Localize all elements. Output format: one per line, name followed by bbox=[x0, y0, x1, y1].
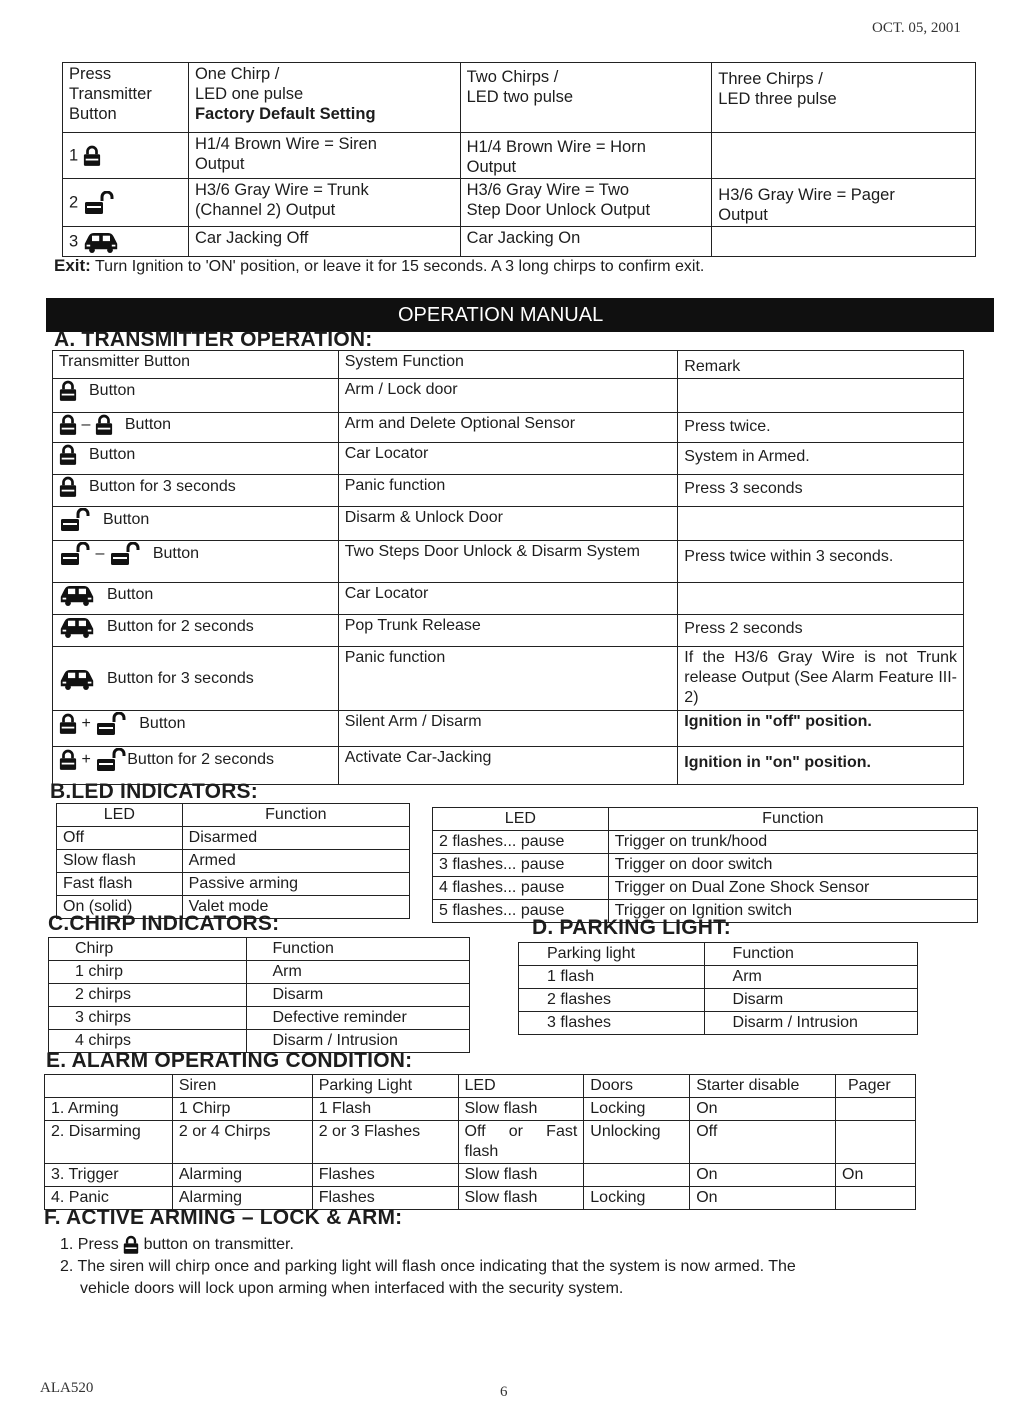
dash-symbol: – bbox=[95, 545, 105, 563]
button-label: Button for 2 seconds bbox=[107, 618, 254, 636]
plus-symbol: + bbox=[81, 751, 91, 769]
factory-default-label: Factory Default Setting bbox=[194, 105, 376, 123]
table-cell: 4 chirps bbox=[49, 1030, 247, 1053]
table-cell: 4 flashes... pause bbox=[433, 877, 609, 900]
operation-manual-banner bbox=[46, 298, 994, 332]
table-cell: Car Locator bbox=[338, 583, 678, 615]
table-header: Function bbox=[704, 943, 917, 966]
table-cell: On bbox=[836, 1164, 916, 1187]
table-header: Chirp bbox=[49, 938, 247, 961]
table-cell: Car Jacking Off bbox=[188, 227, 460, 257]
table-cell: Armed bbox=[182, 850, 409, 873]
table-header: LED bbox=[57, 804, 183, 827]
table-cell: On bbox=[690, 1098, 836, 1121]
table-cell: 3. Trigger bbox=[45, 1164, 173, 1187]
table-header: Transmitter Button bbox=[53, 351, 339, 379]
table-cell bbox=[836, 1121, 916, 1164]
table-row bbox=[49, 1007, 470, 1030]
table-row bbox=[53, 747, 964, 785]
unlock-icon bbox=[109, 542, 141, 566]
table-cell: 3 chirps bbox=[49, 1007, 247, 1030]
table-row bbox=[45, 1121, 916, 1164]
table-row bbox=[57, 873, 410, 896]
table-cell: H3/6 Gray Wire = Pager Output bbox=[712, 179, 976, 227]
table-cell: Passive arming bbox=[182, 873, 409, 896]
button-label: Button for 3 seconds bbox=[89, 478, 236, 496]
table-cell bbox=[712, 133, 976, 179]
car-icon bbox=[59, 584, 95, 606]
chirp-table bbox=[48, 937, 470, 1053]
table-cell: Two Steps Door Unlock & Disarm System bbox=[338, 541, 678, 583]
table-cell: Alarming bbox=[172, 1164, 312, 1187]
table-cell bbox=[53, 541, 339, 583]
arming-step-1 bbox=[60, 1234, 990, 1256]
table-cell bbox=[63, 227, 189, 257]
table-cell bbox=[53, 711, 339, 747]
table-cell: Flashes bbox=[312, 1187, 458, 1210]
table-row bbox=[519, 1012, 918, 1035]
section-b-heading: B.LED INDICATORS: bbox=[50, 780, 258, 803]
table-row bbox=[519, 943, 918, 966]
table-row bbox=[49, 938, 470, 961]
led-table-left bbox=[56, 803, 410, 919]
table-cell: H1/4 Brown Wire = Siren Output bbox=[188, 133, 460, 179]
table-cell: Flashes bbox=[312, 1164, 458, 1187]
table-header: Starter disable bbox=[690, 1075, 836, 1098]
table-cell: Arm bbox=[704, 966, 917, 989]
table-cell bbox=[678, 379, 964, 413]
table-header: Doors bbox=[584, 1075, 690, 1098]
table-cell: 2 chirps bbox=[49, 984, 247, 1007]
alarm-condition-table bbox=[44, 1074, 916, 1210]
row-number: 1 bbox=[69, 145, 79, 164]
table-cell: 2. Disarming bbox=[45, 1121, 173, 1164]
table-cell: Car Locator bbox=[338, 443, 678, 475]
table-cell: Disarm / Intrusion bbox=[246, 1030, 470, 1053]
unlock-icon bbox=[95, 712, 127, 736]
table-cell: Pop Trunk Release bbox=[338, 615, 678, 647]
table-cell: H1/4 Brown Wire = Horn Output bbox=[460, 133, 712, 179]
table-row bbox=[53, 711, 964, 747]
table-cell bbox=[836, 1098, 916, 1121]
cell-text: One Chirp / LED one pulse bbox=[194, 65, 304, 103]
table-cell: On bbox=[690, 1187, 836, 1210]
page-number: 6 bbox=[500, 1384, 508, 1400]
table-cell bbox=[188, 63, 460, 133]
table-cell: 2 or 3 Flashes bbox=[312, 1121, 458, 1164]
step-text: button on transmitter. bbox=[143, 1236, 294, 1253]
table-cell: H3/6 Gray Wire = Two Step Door Unlock Output bbox=[460, 179, 712, 227]
plus-symbol: + bbox=[81, 715, 91, 733]
table-row bbox=[53, 379, 964, 413]
lock-icon bbox=[59, 749, 77, 771]
table-cell: 5 flashes... pause bbox=[433, 900, 609, 923]
table-row bbox=[519, 989, 918, 1012]
table-cell: Ignition in "on" position. bbox=[678, 747, 964, 785]
table-cell: Disarm bbox=[704, 989, 917, 1012]
table-cell: Disarm bbox=[246, 984, 470, 1007]
table-cell: Press twice. bbox=[678, 413, 964, 443]
lock-icon bbox=[59, 444, 77, 466]
table-header: Siren bbox=[172, 1075, 312, 1098]
table-cell: Arm bbox=[246, 961, 470, 984]
lock-icon bbox=[83, 145, 101, 167]
table-cell: Panic function bbox=[338, 475, 678, 507]
table-row bbox=[53, 541, 964, 583]
table-cell bbox=[53, 583, 339, 615]
table-cell: Off bbox=[57, 827, 183, 850]
table-row bbox=[57, 804, 410, 827]
lock-icon bbox=[95, 414, 113, 436]
table-header: Function bbox=[182, 804, 409, 827]
table-cell bbox=[678, 583, 964, 615]
table-cell: 3 flashes... pause bbox=[433, 854, 609, 877]
table-header: System Function bbox=[338, 351, 678, 379]
table-row bbox=[45, 1075, 916, 1098]
table-cell: Slow flash bbox=[458, 1098, 584, 1121]
table-cell: Fast flash bbox=[57, 873, 183, 896]
button-label: Button bbox=[152, 545, 200, 563]
table-cell: If the H3/6 Gray Wire is not Trunk release Output (See Alarm Feature III-2) bbox=[678, 647, 964, 711]
table-header: Remark bbox=[678, 351, 964, 379]
table-cell bbox=[63, 133, 189, 179]
table-cell bbox=[678, 507, 964, 541]
table-cell: 2 flashes bbox=[519, 989, 705, 1012]
table-cell: Unlocking bbox=[584, 1121, 690, 1164]
table-header: LED bbox=[458, 1075, 584, 1098]
table-cell bbox=[53, 647, 339, 711]
table-cell: System in Armed. bbox=[678, 443, 964, 475]
transmitter-table bbox=[52, 350, 964, 785]
table-cell: Car Jacking On bbox=[460, 227, 712, 257]
lock-icon bbox=[59, 414, 77, 436]
table-row bbox=[53, 475, 964, 507]
table-cell: Locking bbox=[584, 1098, 690, 1121]
table-row bbox=[63, 63, 976, 133]
table-cell bbox=[584, 1164, 690, 1187]
table-cell: Disarm & Unlock Door bbox=[338, 507, 678, 541]
unlock-icon bbox=[59, 508, 91, 532]
table-row bbox=[57, 827, 410, 850]
table-cell: Arm and Delete Optional Sensor bbox=[338, 413, 678, 443]
table-cell: Trigger on trunk/hood bbox=[608, 831, 977, 854]
step-text: 1. Press bbox=[60, 1236, 119, 1253]
table-row bbox=[49, 984, 470, 1007]
table-cell bbox=[712, 227, 976, 257]
table-cell: Silent Arm / Disarm bbox=[338, 711, 678, 747]
lock-icon bbox=[59, 713, 77, 735]
button-label: Button bbox=[89, 382, 136, 400]
table-cell bbox=[53, 413, 339, 443]
table-row bbox=[63, 133, 976, 179]
table-cell bbox=[53, 443, 339, 475]
table-cell: Defective reminder bbox=[246, 1007, 470, 1030]
table-cell: Activate Car-Jacking bbox=[338, 747, 678, 785]
table-row bbox=[433, 877, 978, 900]
button-label: Button bbox=[139, 715, 186, 733]
unlock-icon bbox=[95, 748, 127, 772]
table-row bbox=[63, 227, 976, 257]
programming-table bbox=[62, 62, 976, 257]
table-cell bbox=[63, 179, 189, 227]
table-cell: 1 Flash bbox=[312, 1098, 458, 1121]
table-cell: Off bbox=[690, 1121, 836, 1164]
table-cell: 1 Chirp bbox=[172, 1098, 312, 1121]
table-cell bbox=[53, 379, 339, 413]
button-label: Button bbox=[89, 446, 136, 464]
table-header: Parking Light bbox=[312, 1075, 458, 1098]
table-row bbox=[53, 615, 964, 647]
table-row bbox=[433, 854, 978, 877]
table-cell bbox=[53, 615, 339, 647]
table-cell: Trigger on Ignition switch bbox=[608, 900, 977, 923]
table-cell: Valet mode bbox=[182, 896, 409, 919]
lock-icon bbox=[59, 476, 77, 498]
lock-icon bbox=[59, 380, 77, 402]
table-row bbox=[53, 583, 964, 615]
car-icon bbox=[59, 668, 95, 690]
table-cell: Slow flash bbox=[458, 1164, 584, 1187]
table-header: Parking light bbox=[519, 943, 705, 966]
exit-note bbox=[54, 256, 704, 276]
table-cell: Trigger on Dual Zone Shock Sensor bbox=[608, 877, 977, 900]
table-cell: Disarm / Intrusion bbox=[704, 1012, 917, 1035]
table-cell: Slow flash bbox=[458, 1187, 584, 1210]
row-number: 3 bbox=[69, 231, 79, 250]
table-cell: 1 chirp bbox=[49, 961, 247, 984]
table-cell: On (solid) bbox=[57, 896, 183, 919]
table-row bbox=[45, 1164, 916, 1187]
unlock-icon bbox=[59, 542, 91, 566]
table-cell bbox=[53, 747, 339, 785]
table-cell: Trigger on door switch bbox=[608, 854, 977, 877]
table-row bbox=[63, 179, 976, 227]
table-cell: Two Chirps / LED two pulse bbox=[460, 63, 712, 133]
table-row bbox=[49, 961, 470, 984]
table-cell: H3/6 Gray Wire = Trunk (Channel 2) Output bbox=[188, 179, 460, 227]
table-header: Pager bbox=[836, 1075, 916, 1098]
table-row bbox=[519, 966, 918, 989]
table-cell: Off or Fast flash bbox=[458, 1121, 584, 1164]
section-c-heading: C.CHIRP INDICATORS: bbox=[48, 912, 280, 935]
document-date: OCT. 05, 2001 bbox=[872, 20, 961, 36]
table-header bbox=[45, 1075, 173, 1098]
table-row bbox=[53, 351, 964, 379]
table-row bbox=[53, 413, 964, 443]
button-label: Button bbox=[103, 511, 150, 529]
table-cell: Disarmed bbox=[182, 827, 409, 850]
section-f-heading: F. ACTIVE ARMING – LOCK & ARM: bbox=[44, 1206, 403, 1229]
row-number: 2 bbox=[69, 192, 79, 211]
table-row bbox=[57, 850, 410, 873]
lock-icon bbox=[123, 1235, 139, 1255]
button-label: Button for 2 seconds bbox=[127, 751, 275, 769]
arming-step-2: 2. The siren will chirp once and parking light will flash once indicating that the system is now armed. The bbox=[60, 1258, 796, 1275]
parking-light-table bbox=[518, 942, 918, 1035]
section-e-heading: E. ALARM OPERATING CONDITION: bbox=[46, 1049, 413, 1072]
button-label: Button bbox=[124, 416, 172, 434]
table-row bbox=[433, 808, 978, 831]
table-cell: 4. Panic bbox=[45, 1187, 173, 1210]
table-cell: Three Chirps / LED three pulse bbox=[712, 63, 976, 133]
table-cell: Panic function bbox=[338, 647, 678, 711]
table-row bbox=[45, 1098, 916, 1121]
section-d-heading: D. PARKING LIGHT: bbox=[532, 916, 732, 939]
car-icon bbox=[59, 616, 95, 638]
table-row bbox=[53, 507, 964, 541]
button-label: Button for 3 seconds bbox=[107, 669, 254, 687]
table-cell: Press twice within 3 seconds. bbox=[678, 541, 964, 583]
dash-symbol: – bbox=[81, 416, 91, 434]
table-cell: Arm / Lock door bbox=[338, 379, 678, 413]
exit-label: Exit: bbox=[54, 256, 91, 275]
banner-title: OPERATION MANUAL bbox=[398, 304, 604, 326]
table-cell: Ignition in "off" position. bbox=[678, 711, 964, 747]
exit-text: Turn Ignition to 'ON' position, or leave it for 15 seconds. A 3 long chirps to confirm exit. bbox=[90, 258, 705, 275]
table-header: LED bbox=[433, 808, 609, 831]
car-icon bbox=[83, 231, 119, 253]
table-cell: Press Transmitter Button bbox=[63, 63, 189, 133]
table-header: Function bbox=[246, 938, 470, 961]
table-cell: On bbox=[690, 1164, 836, 1187]
table-cell bbox=[53, 507, 339, 541]
table-cell: Alarming bbox=[172, 1187, 312, 1210]
arming-steps bbox=[60, 1234, 990, 1300]
table-cell bbox=[836, 1187, 916, 1210]
model-number: ALA520 bbox=[40, 1380, 94, 1396]
table-row bbox=[433, 831, 978, 854]
section-a-heading: A. TRANSMITTER OPERATION: bbox=[54, 328, 373, 351]
table-header: Function bbox=[608, 808, 977, 831]
table-cell: 1. Arming bbox=[45, 1098, 173, 1121]
arming-step-2-continued: vehicle doors will lock upon arming when interfaced with the security system. bbox=[80, 1280, 624, 1297]
led-table-right bbox=[432, 807, 978, 923]
table-cell: Slow flash bbox=[57, 850, 183, 873]
table-cell: 1 flash bbox=[519, 966, 705, 989]
table-cell: Locking bbox=[584, 1187, 690, 1210]
table-cell: 3 flashes bbox=[519, 1012, 705, 1035]
table-cell: Press 2 seconds bbox=[678, 615, 964, 647]
table-cell: 2 flashes... pause bbox=[433, 831, 609, 854]
table-cell: 2 or 4 Chirps bbox=[172, 1121, 312, 1164]
unlock-icon bbox=[83, 191, 115, 215]
table-row bbox=[53, 443, 964, 475]
table-cell: Press 3 seconds bbox=[678, 475, 964, 507]
table-cell bbox=[53, 475, 339, 507]
button-label: Button bbox=[107, 586, 154, 604]
table-row bbox=[53, 647, 964, 711]
